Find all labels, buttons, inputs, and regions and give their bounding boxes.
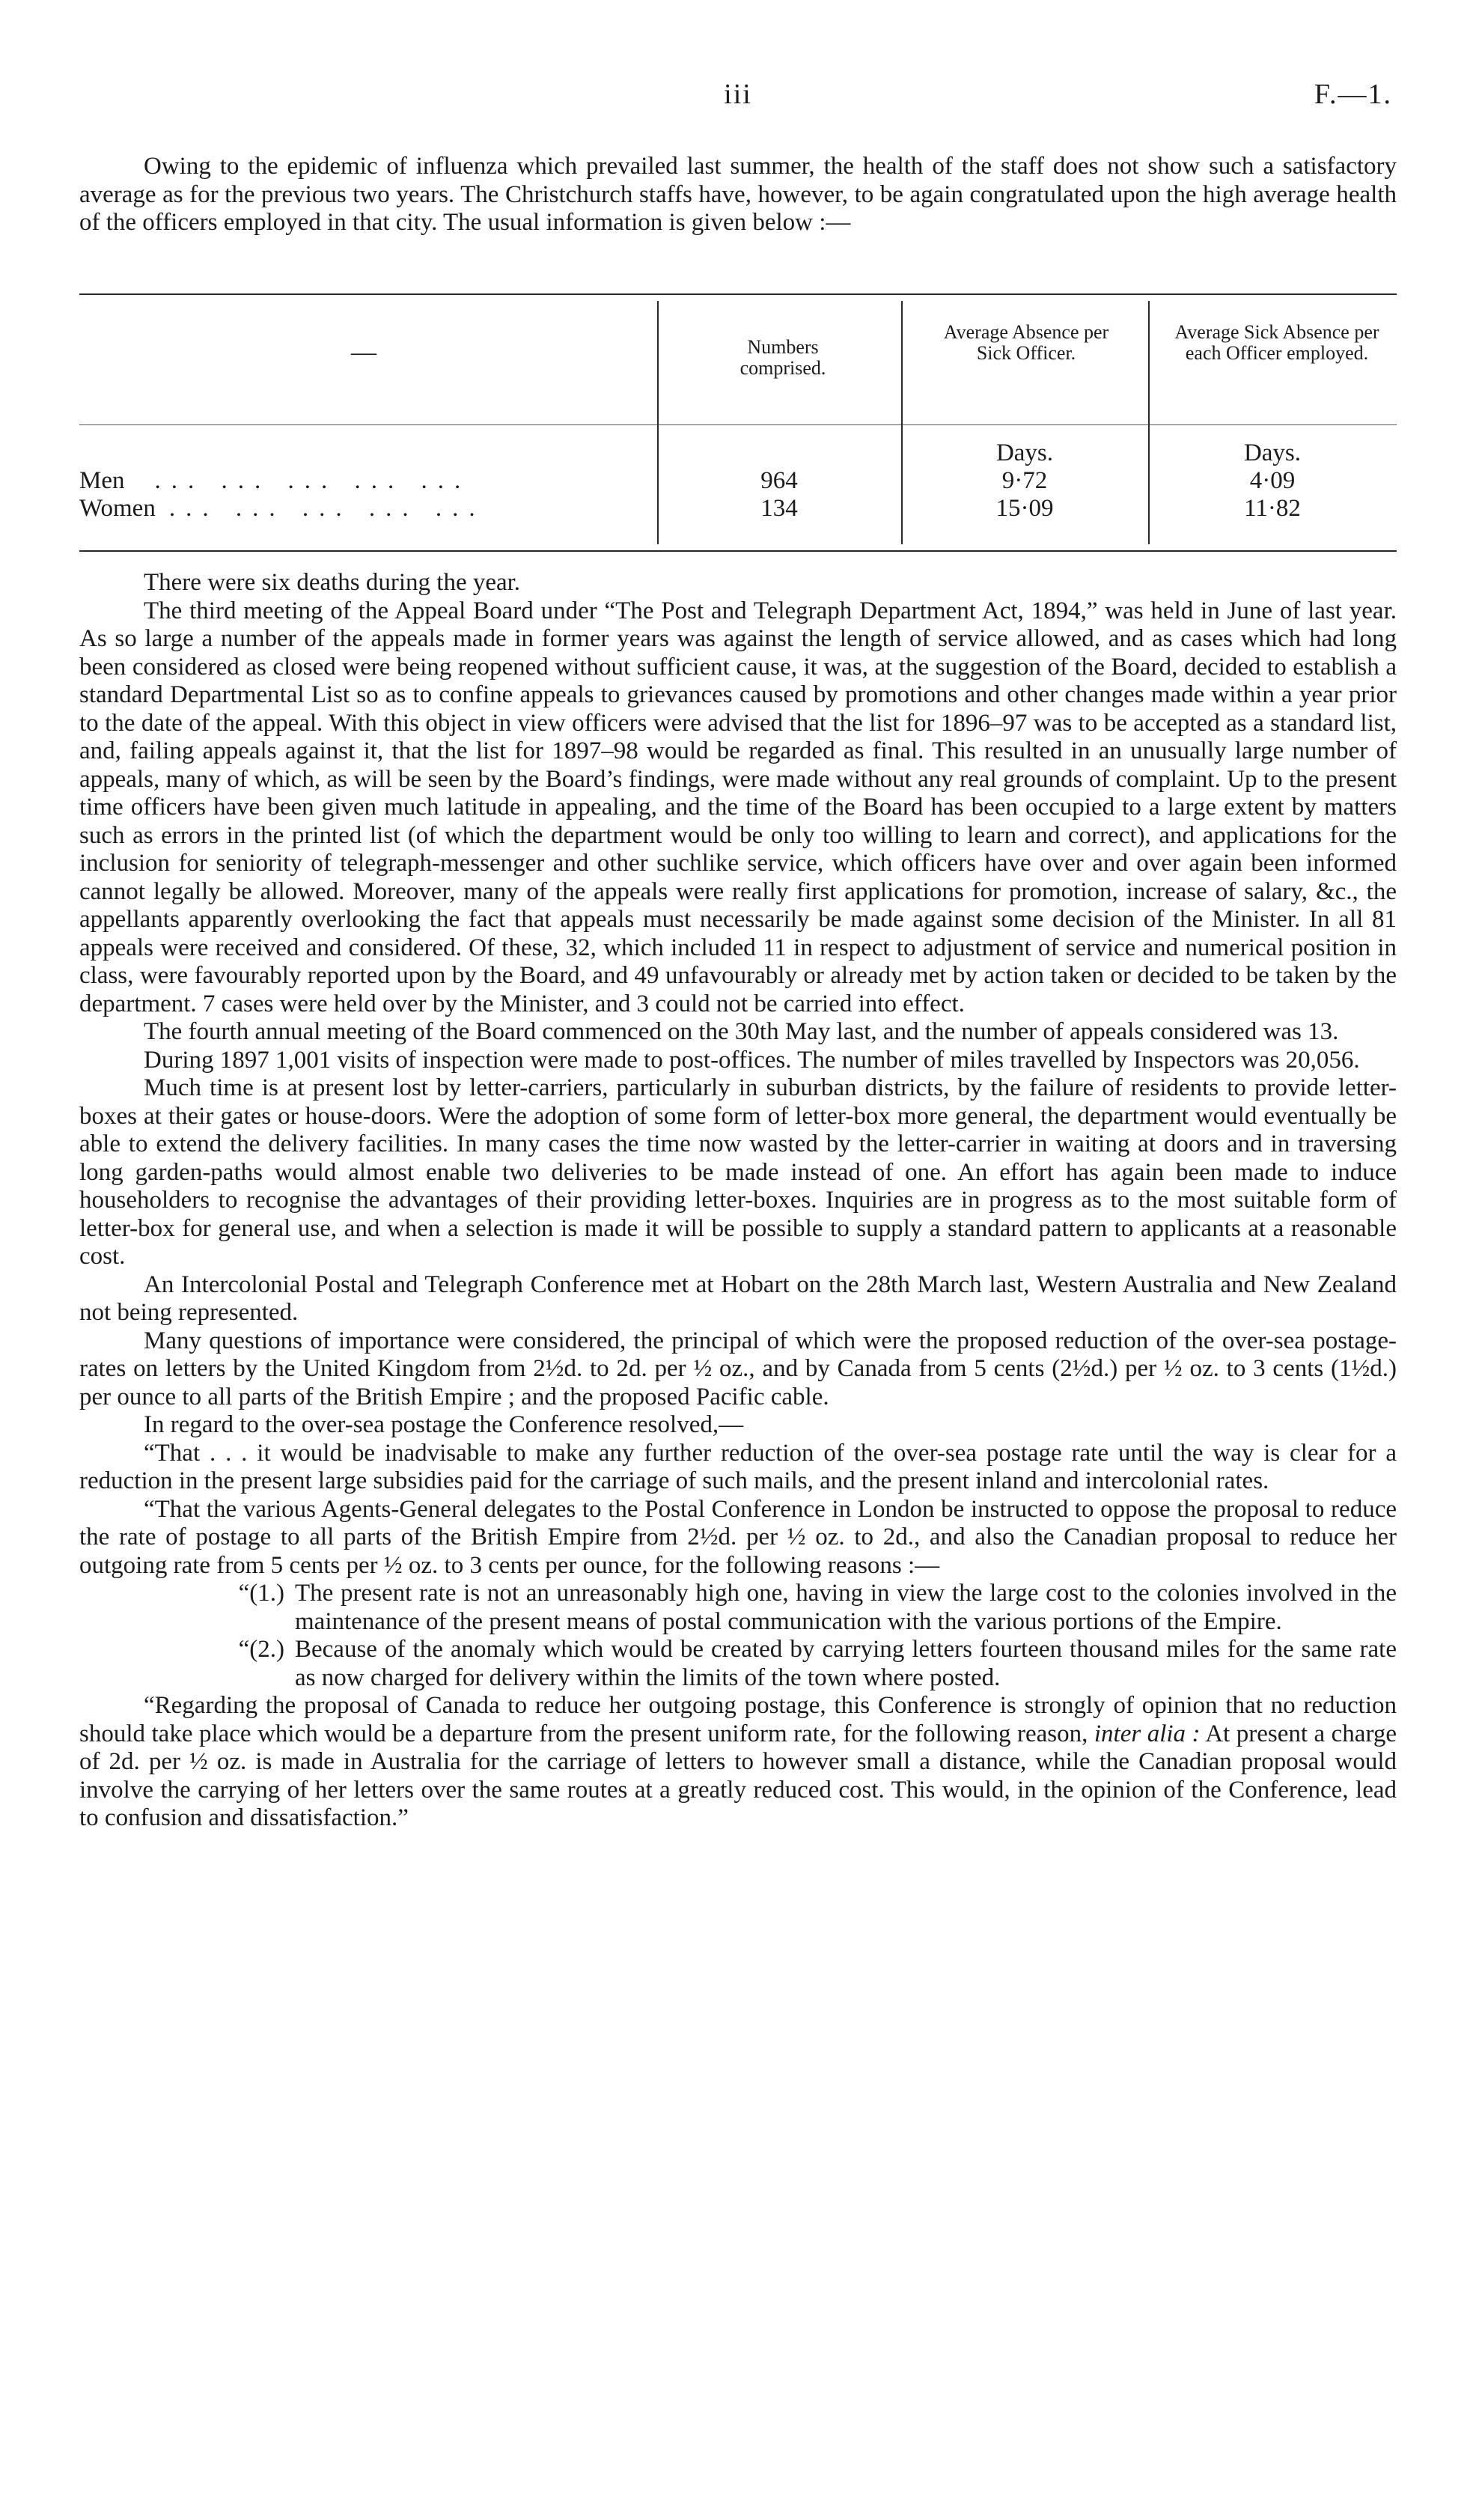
table-bottom-rule [79, 550, 1397, 552]
paragraph: In regard to the over-sea postage the Conference resolved,— [144, 1411, 744, 1438]
row-label: Women [79, 495, 156, 522]
table-header-rule [79, 424, 1397, 425]
paragraph: Many questions of importance were considered, the principal of which were the proposed reduction of the over-sea postage-rates on letters by the United Kingdom from 2½d. to 2d. per ½ oz., and by Canada from 5 cents (2½d.) per ½ oz. to 3 cents (1½d.) per ounce to all parts of the British Empire ; and the proposed Pacific cable. [79, 1327, 1397, 1410]
intro-paragraph: Owing to the epidemic of influenza which prevailed last summer, the health of the staff does not show such a satisfactory average as for the previous two years. The Christchurch staffs have, however, to be again congratulated upon the high average health of the officers employed in that city. The usual information is given below :— [79, 153, 1397, 236]
paragraph: The third meeting of the Appeal Board under “The Post and Telegraph Department Act, 1894,” was held in June of last year. As so large a number of the appeals made in former years was against the length of service allowed, and as cases which had long been considered as closed were being reopened without sufficient cause, it was, at the suggestion of the Board, decided to establish a standard Departmental List so as to confine appeals to grievances caused by promotions and other changes made within a year prior to the date of the appeal. With this object in view officers were advised that the list for 1896–97 was to be accepted as a standard list, and, failing appeals against it, that the list for 1897–98 would be regarded as final. This resulted in an unusually large number of appeals, many of which, as will be seen by the Board’s findings, were made without any real grounds of complaint. Up to the present time officers have been given much latitude in appealing, and the time of the Board has been occupied to a large extent by matters such as errors in the printed list (of which the department would be only too willing to learn and correct), and applications for the inclusion for seniority of telegraph-messenger and other suchlike service, which officers have over and over again been informed cannot legally be allowed. Moreover, many of the appeals were really first applications for promotion, increase of salary, &c., the appellants apparently overlooking the fact that appeals must necessarily be made against some decision of the Minister. In all 81 appeals were received and considered. Of these, 32, which included 11 in respect to adjustment of service and numerical position in class, were favourably reported upon by the Board, and 49 unfavourably or already met by action taken or decided to be taken by the department. 7 cases were held over by the Minister, and 3 could not be carried into effect. [79, 597, 1397, 1017]
quoted-resolution: “That . . . it would be inadvisable to make any further reduction of the over-sea postage rate until the way is clear for a reduction in the present large subsidies paid for the carriage of such mails, and the present inland and intercolonial rates. [79, 1439, 1397, 1494]
section-reference: F.—1. [1314, 79, 1392, 110]
paragraph: An Intercolonial Postal and Telegraph Conference met at Hobart on the 28th March last, Western Australia and New Zealand not being represented. [79, 1270, 1397, 1326]
table-header-numbers: Numbers comprised. [739, 336, 826, 379]
row-label: Men [79, 467, 125, 494]
table-header-absence-per-sick: Average Absence per Sick Officer. [943, 321, 1109, 364]
table-unit-days: Days. [995, 439, 1054, 466]
dot-leader: ... ... ... ... ... [168, 495, 486, 522]
dot-leader: ... ... ... ... ... [154, 467, 472, 494]
intro-block [79, 153, 1397, 237]
row-numbers-comprised: 964 [760, 467, 798, 494]
quoted-resolution: “That the various Agents-General delegates to the Postal Conference in London be instructed to oppose the proposal to reduce the rate of postage to all parts of the British Empire from 2½d. per ½ oz. to 2d., and also the Canadian proposal to reduce her outgoing rate from 5 cents per ½ oz. to 3 cents per ounce, for the following reasons :— [79, 1495, 1397, 1579]
reason-item [79, 1636, 1397, 1692]
page-number: iii [724, 79, 752, 110]
body-text [79, 569, 1397, 1833]
reason-item [79, 1580, 1397, 1636]
paragraph: Much time is at present lost by letter-carriers, particularly in suburban districts, by the failure of residents to provide letter-boxes at their gates or house-doors. Were the adoption of some form of letter-box more general, the department would eventually be able to extend the delivery facilities. In many cases the time now wasted by the letter-carrier in waiting at doors and in traversing long garden-paths would almost enable two deliveries to be made instead of one. An effort has again been made to induce householders to recognise the advantages of their providing letter-boxes. Inquiries are in progress as to the most suitable form of letter-box for general use, and when a selection is made it will be possible to supply a standard pattern to applicants at a reasonable cost. [79, 1074, 1397, 1270]
row-absence-per-sick: 15·09 [995, 495, 1054, 522]
paragraph: During 1897 1,001 visits of inspection were made to post-offices. The number of miles travelled by Inspectors was 20,056. [144, 1046, 1360, 1074]
italic-phrase: inter alia : [1094, 1720, 1201, 1747]
row-sick-absence-each: 4·09 [1249, 467, 1296, 494]
reason-text: The present rate is not an unreasonably high one, having in view the large cost to the colonies involved in the maintenance of the present means of postal communication with the various portions of the Empire. [295, 1580, 1397, 1635]
sick-absence-table [79, 293, 1397, 552]
table-header-sick-absence-each: Average Sick Absence per each Officer employed. [1174, 321, 1379, 364]
quoted-resolution [79, 1692, 1397, 1833]
paragraph: There were six deaths during the year. [144, 569, 521, 596]
paragraph: The fourth annual meeting of the Board commenced on the 30th May last, and the number of appeals considered was 13. [144, 1018, 1339, 1045]
reason-text: Because of the anomaly which would be created by carrying letters fourteen thousand miles for the same rate as now charged for delivery within the limits of the town where posted. [295, 1636, 1397, 1691]
final-text-start: “Regarding the proposal of Canada to reduce her outgoing postage, this Conference is strongly of opinion that no reduction should take place which would be a departure from the present uniform rate, for the following reason, [79, 1692, 1397, 1747]
row-numbers-comprised: 134 [760, 495, 798, 522]
row-absence-per-sick: 9·72 [1001, 467, 1048, 494]
table-unit-days: Days. [1243, 439, 1302, 466]
final-text-end: At present a charge of 2d. per ½ oz. is made in Australia for the carriage of letters to however small a distance, while the Canadian proposal would involve the carrying of her letters over the same routes at a greatly reduced cost. This would, in the opinion of the Conference, lead to confusion and dissatisfaction.” [79, 1720, 1397, 1831]
table-top-rule [79, 293, 1397, 295]
reason-number: “(2.) [238, 1636, 284, 1663]
table-header-label: — [351, 338, 376, 366]
reason-number: “(1.) [238, 1580, 284, 1607]
row-sick-absence-each: 11·82 [1244, 495, 1301, 522]
